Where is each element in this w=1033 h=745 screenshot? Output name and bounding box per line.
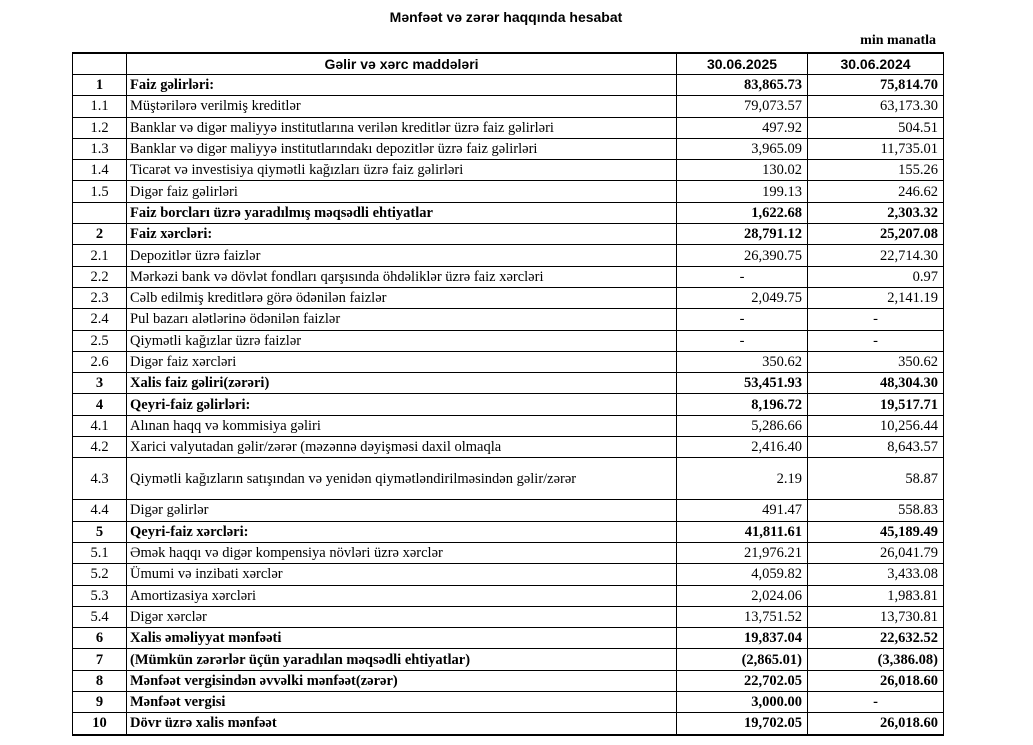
row-number: 5.3 <box>73 585 127 606</box>
row-number <box>73 202 127 223</box>
value-2025: 83,865.73 <box>677 75 808 96</box>
row-number: 10 <box>73 713 127 735</box>
value-2024: 0.97 <box>808 266 944 287</box>
row-number: 2.4 <box>73 309 127 330</box>
value-2025: - <box>677 266 808 287</box>
table-row <box>73 564 944 585</box>
row-number: 5.1 <box>73 542 127 563</box>
row-label: Alınan haqq və kommisiya gəliri <box>127 415 677 436</box>
value-2025: 497.92 <box>677 117 808 138</box>
value-2024: 8,643.57 <box>808 437 944 458</box>
value-2024: 25,207.08 <box>808 224 944 245</box>
value-2024: 75,814.70 <box>808 75 944 96</box>
row-label: Pul bazarı alətlərinə ödənilən faizlər <box>127 309 677 330</box>
row-number: 2.2 <box>73 266 127 287</box>
row-label: Mərkəzi bank və dövlət fondları qarşısında öhdəliklər üzrə faiz xərcləri <box>127 266 677 287</box>
row-label: Banklar və digər maliyyə institutlarına verilən kreditlər üzrə faiz gəlirləri <box>127 117 677 138</box>
value-2024: 350.62 <box>808 351 944 372</box>
row-label: Ümumi və inzibati xərclər <box>127 564 677 585</box>
value-2025: - <box>677 309 808 330</box>
table-row <box>73 415 944 436</box>
table-row <box>73 458 944 500</box>
value-2025: 2.19 <box>677 458 808 500</box>
value-2024: 13,730.81 <box>808 606 944 627</box>
table-row <box>73 373 944 394</box>
table-row <box>73 521 944 542</box>
value-2025: 22,702.05 <box>677 670 808 691</box>
table-row <box>73 224 944 245</box>
value-2025: 2,024.06 <box>677 585 808 606</box>
header-item: Gəlir və xərc maddələri <box>127 53 677 75</box>
value-2025: 4,059.82 <box>677 564 808 585</box>
header-number <box>73 53 127 75</box>
value-2024: - <box>808 330 944 351</box>
row-number: 2.1 <box>73 245 127 266</box>
row-number: 8 <box>73 670 127 691</box>
row-number: 1.3 <box>73 138 127 159</box>
row-label: Qeyri-faiz xərcləri: <box>127 521 677 542</box>
value-2025: 3,000.00 <box>677 692 808 713</box>
value-2025: 79,073.57 <box>677 96 808 117</box>
table-row <box>73 649 944 670</box>
table-row <box>73 670 944 691</box>
row-number: 2.6 <box>73 351 127 372</box>
header-2024: 30.06.2024 <box>808 53 944 75</box>
row-label: Xalis əməliyyat mənfəəti <box>127 628 677 649</box>
row-label: (Mümkün zərərlər üçün yaradılan məqsədli ehtiyatlar) <box>127 649 677 670</box>
value-2025: 2,416.40 <box>677 437 808 458</box>
table-row <box>73 266 944 287</box>
table-row <box>73 96 944 117</box>
value-2025: 199.13 <box>677 181 808 202</box>
value-2025: 130.02 <box>677 160 808 181</box>
row-number: 5 <box>73 521 127 542</box>
row-label: Digər xərclər <box>127 606 677 627</box>
value-2024: 63,173.30 <box>808 96 944 117</box>
value-2025: 19,837.04 <box>677 628 808 649</box>
value-2024: (3,386.08) <box>808 649 944 670</box>
table-row <box>73 287 944 308</box>
row-label: Amortizasiya xərcləri <box>127 585 677 606</box>
row-number: 5.2 <box>73 564 127 585</box>
row-label: Qiymətli kağızların satışından və yenidən qiymətləndirilməsindən gəlir/zərər <box>127 458 677 500</box>
value-2024: 1,983.81 <box>808 585 944 606</box>
value-2024: 558.83 <box>808 500 944 521</box>
value-2025: 3,965.09 <box>677 138 808 159</box>
row-label: Digər faiz xərcləri <box>127 351 677 372</box>
table-row <box>73 437 944 458</box>
value-2024: 22,714.30 <box>808 245 944 266</box>
row-number: 4.4 <box>73 500 127 521</box>
value-2024: 26,041.79 <box>808 542 944 563</box>
row-label: Mənfəət vergisi <box>127 692 677 713</box>
row-number: 4.3 <box>73 458 127 500</box>
row-label: Banklar və digər maliyyə institutlarındakı depozitlər üzrə faiz gəlirləri <box>127 138 677 159</box>
row-number: 1.4 <box>73 160 127 181</box>
row-number: 2.3 <box>73 287 127 308</box>
value-2025: 350.62 <box>677 351 808 372</box>
table-row <box>73 202 944 223</box>
row-label: Ticarət və investisiya qiymətli kağızları üzrə faiz gəlirləri <box>127 160 677 181</box>
table-row <box>73 585 944 606</box>
value-2024: 11,735.01 <box>808 138 944 159</box>
row-number: 4.1 <box>73 415 127 436</box>
row-label: Qeyri-faiz gəlirləri: <box>127 394 677 415</box>
value-2024: 2,141.19 <box>808 287 944 308</box>
value-2025: 5,286.66 <box>677 415 808 436</box>
value-2024: 155.26 <box>808 160 944 181</box>
value-2024: 246.62 <box>808 181 944 202</box>
row-number: 2.5 <box>73 330 127 351</box>
row-label: Mənfəət vergisindən əvvəlki mənfəət(zərər) <box>127 670 677 691</box>
value-2024: 504.51 <box>808 117 944 138</box>
report-title: Mənfəət və zərər haqqında hesabat <box>389 9 623 25</box>
value-2025: 13,751.52 <box>677 606 808 627</box>
row-number: 1.1 <box>73 96 127 117</box>
value-2024: 26,018.60 <box>808 713 944 735</box>
row-label: Əmək haqqı və digər kompensiya növləri üzrə xərclər <box>127 542 677 563</box>
value-2024: 10,256.44 <box>808 415 944 436</box>
row-label: Faiz gəlirləri: <box>127 75 677 96</box>
row-number: 6 <box>73 628 127 649</box>
value-2025: (2,865.01) <box>677 649 808 670</box>
table-row <box>73 75 944 96</box>
row-label: Faiz borcları üzrə yaradılmış məqsədli ehtiyatlar <box>127 202 677 223</box>
table-row <box>73 606 944 627</box>
header-2025: 30.06.2025 <box>677 53 808 75</box>
value-2025: 53,451.93 <box>677 373 808 394</box>
row-number: 5.4 <box>73 606 127 627</box>
value-2024: 45,189.49 <box>808 521 944 542</box>
value-2025: 41,811.61 <box>677 521 808 542</box>
row-label: Cəlb edilmiş kreditlərə görə ödənilən faizlər <box>127 287 677 308</box>
table-row <box>73 138 944 159</box>
row-label: Müştərilərə verilmiş kreditlər <box>127 96 677 117</box>
unit-label: min manatla <box>860 33 936 48</box>
row-label: Depozitlər üzrə faizlər <box>127 245 677 266</box>
table-row <box>73 500 944 521</box>
value-2024: 48,304.30 <box>808 373 944 394</box>
row-label: Qiymətli kağızlar üzrə faizlər <box>127 330 677 351</box>
row-label: Xarici valyutadan gəlir/zərər (məzənnə dəyişməsi daxil olmaqla <box>127 437 677 458</box>
table-row <box>73 394 944 415</box>
row-number: 7 <box>73 649 127 670</box>
table-row <box>73 692 944 713</box>
row-label: Faiz xərcləri: <box>127 224 677 245</box>
table-row <box>73 713 944 735</box>
row-number: 3 <box>73 373 127 394</box>
value-2024: - <box>808 692 944 713</box>
row-number: 2 <box>73 224 127 245</box>
table-row <box>73 330 944 351</box>
table-row <box>73 181 944 202</box>
table-row <box>73 117 944 138</box>
table-row <box>73 351 944 372</box>
income-statement-table <box>72 52 944 736</box>
row-number: 9 <box>73 692 127 713</box>
value-2025: 28,791.12 <box>677 224 808 245</box>
table-row <box>73 542 944 563</box>
row-number: 4 <box>73 394 127 415</box>
value-2024: - <box>808 309 944 330</box>
value-2024: 3,433.08 <box>808 564 944 585</box>
value-2025: 21,976.21 <box>677 542 808 563</box>
table-row <box>73 160 944 181</box>
row-number: 4.2 <box>73 437 127 458</box>
value-2025: 491.47 <box>677 500 808 521</box>
value-2025: 19,702.05 <box>677 713 808 735</box>
value-2025: - <box>677 330 808 351</box>
value-2025: 2,049.75 <box>677 287 808 308</box>
row-label: Digər faiz gəlirləri <box>127 181 677 202</box>
table-header-row <box>73 53 944 75</box>
value-2024: 26,018.60 <box>808 670 944 691</box>
value-2024: 19,517.71 <box>808 394 944 415</box>
row-number: 1 <box>73 75 127 96</box>
row-number: 1.2 <box>73 117 127 138</box>
value-2024: 2,303.32 <box>808 202 944 223</box>
table-row <box>73 245 944 266</box>
table-row <box>73 309 944 330</box>
row-number: 1.5 <box>73 181 127 202</box>
row-label: Digər gəlirlər <box>127 500 677 521</box>
value-2025: 1,622.68 <box>677 202 808 223</box>
value-2025: 8,196.72 <box>677 394 808 415</box>
value-2024: 58.87 <box>808 458 944 500</box>
row-label: Dövr üzrə xalis mənfəət <box>127 713 677 735</box>
value-2024: 22,632.52 <box>808 628 944 649</box>
value-2025: 26,390.75 <box>677 245 808 266</box>
table-row <box>73 628 944 649</box>
row-label: Xalis faiz gəliri(zərəri) <box>127 373 677 394</box>
